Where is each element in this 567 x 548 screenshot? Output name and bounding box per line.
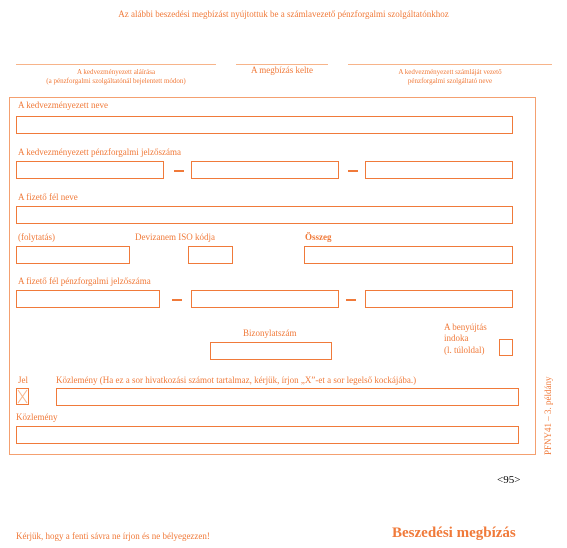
footer-code: <95> — [497, 474, 521, 486]
account-separator — [174, 170, 184, 172]
document-number-field[interactable] — [210, 342, 332, 360]
notice-field-2[interactable] — [16, 426, 519, 444]
payer-account-field-3[interactable] — [365, 290, 513, 308]
payer-account-field-1[interactable] — [16, 290, 160, 308]
document-number-label: Bizonylatszám — [243, 328, 297, 338]
amount-field[interactable] — [304, 246, 513, 264]
bank-label-1: A kedvezményezett számláját vezető — [398, 68, 502, 76]
reason-code-field[interactable] — [499, 339, 513, 356]
payer-name-label: A fizető fél neve — [18, 192, 78, 202]
cross-icon — [17, 389, 28, 404]
signature-label-1: A kedvezményezett aláírása — [76, 68, 156, 76]
reference-checkbox[interactable] — [16, 388, 29, 405]
payer-account-field-2[interactable] — [191, 290, 339, 308]
account-separator — [348, 170, 358, 172]
continuation-label: (folytatás) — [18, 232, 55, 242]
payer-account-label: A fizető fél pénzforgalmi jelzőszáma — [18, 276, 151, 286]
bank-line — [348, 64, 552, 65]
document-title: Beszedési megbízás — [392, 525, 516, 541]
date-label: A megbízás kelte — [251, 65, 313, 75]
beneficiary-account-field-2[interactable] — [191, 161, 339, 179]
currency-label: Devizanem ISO kódja — [135, 232, 215, 242]
form-code-vertical: PFNY41 – 3. példány — [543, 376, 553, 455]
beneficiary-name-field[interactable] — [16, 116, 513, 134]
beneficiary-account-field-1[interactable] — [16, 161, 164, 179]
account-separator — [346, 299, 356, 301]
notice-field-1[interactable] — [56, 388, 519, 406]
bank-label-2: pénzforgalmi szolgáltató neve — [407, 77, 493, 85]
beneficiary-account-field-3[interactable] — [365, 161, 513, 179]
signature-line — [16, 64, 216, 65]
notice-label: Közlemény — [16, 412, 58, 422]
beneficiary-name-label: A kedvezményezett neve — [18, 100, 108, 110]
amount-label: Összeg — [305, 232, 332, 242]
account-separator — [172, 299, 182, 301]
currency-field[interactable] — [188, 246, 233, 264]
reason-label-3: (l. túloldal) — [444, 345, 485, 355]
reason-label-1: A benyújtás — [444, 322, 487, 332]
sign-label: Jel — [18, 375, 28, 385]
footer-warning: Kérjük, hogy a fenti sávra ne írjon és ne bélyegezzen! — [16, 531, 210, 541]
notice-instruction: Közlemény (Ha ez a sor hivatkozási számot tartalmaz, kérjük, írjon „X”-et a sor legelső kockájába.) — [56, 375, 417, 385]
signature-label-2: (a pénzforgalmi szolgáltatónál bejelentett módon) — [46, 77, 186, 85]
continuation-field[interactable] — [16, 246, 130, 264]
beneficiary-account-label: A kedvezményezett pénzforgalmi jelzőszáma — [18, 147, 182, 157]
header-note: Az alábbi beszedési megbízást nyújtottuk be a számlavezető pénzforgalmi szolgáltatónkhoz — [118, 9, 449, 19]
reason-label-2: indoka — [444, 333, 469, 343]
payer-name-field[interactable] — [16, 206, 513, 224]
